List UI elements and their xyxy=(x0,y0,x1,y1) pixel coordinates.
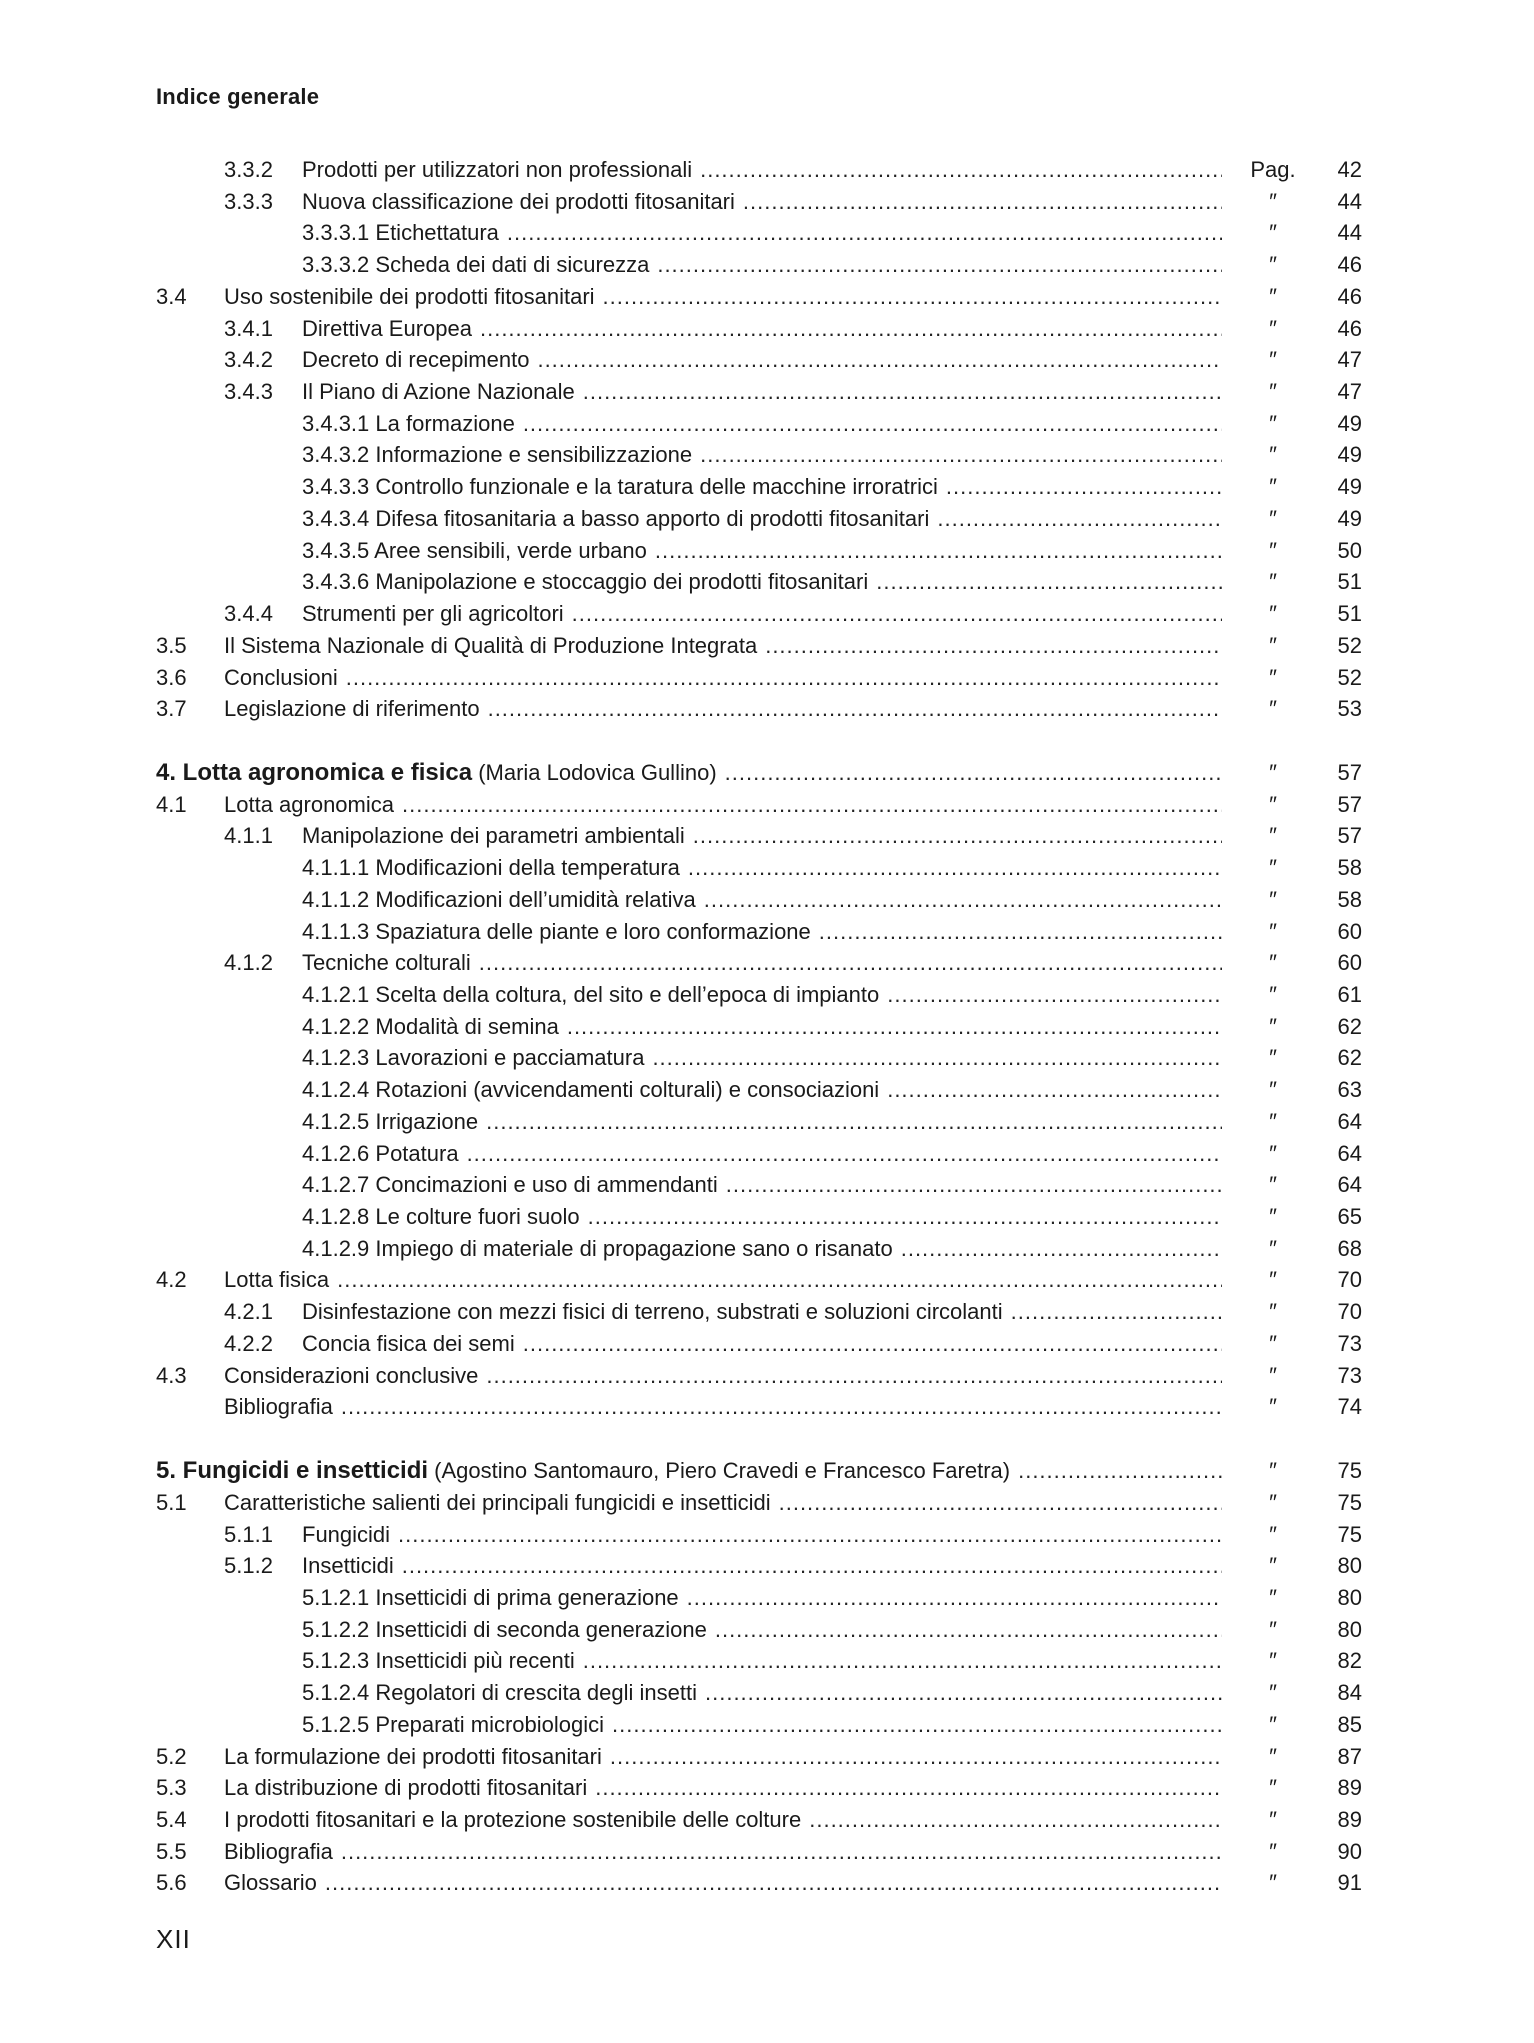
leader-dots xyxy=(523,1328,1222,1360)
toc-entry-pag-label: ″ xyxy=(1269,1775,1277,1800)
toc-entry-title: 4.1.1.3 Spaziatura delle piante e loro conformazione ..... xyxy=(302,916,1222,948)
toc-entry-title: Bibliografia ..... xyxy=(224,1836,1222,1868)
toc-entry-page: 53 xyxy=(1337,696,1362,721)
leader-dots xyxy=(809,1804,1222,1836)
toc-entry-pag-label: ″ xyxy=(1269,1172,1277,1197)
leader-dots xyxy=(687,1582,1222,1614)
toc-entry[interactable] xyxy=(0,789,1534,821)
toc-entry-page: 46 xyxy=(1337,316,1362,341)
toc-entry-page: 57 xyxy=(1337,760,1362,785)
toc-entry-pag-label: ″ xyxy=(1269,411,1277,436)
toc-entry-pag-label: ″ xyxy=(1269,1458,1277,1483)
toc-entry-page: 89 xyxy=(1337,1807,1362,1832)
leader-dots xyxy=(337,1264,1222,1296)
toc-entry-pag-label: ″ xyxy=(1269,1077,1277,1102)
leader-dots xyxy=(693,820,1222,852)
toc-entry-pag-label: ″ xyxy=(1269,1712,1277,1737)
leader-dots xyxy=(700,439,1222,471)
toc-entry-title: La formulazione dei prodotti fitosanitari ..... xyxy=(224,1741,1222,1773)
toc-entry-page: 87 xyxy=(1337,1744,1362,1769)
toc-entry-title xyxy=(156,1455,1222,1487)
toc-entry-number: 3.7 xyxy=(156,696,187,721)
toc-entry-page: 60 xyxy=(1337,950,1362,975)
leader-dots xyxy=(700,154,1222,186)
toc-entry-page: 49 xyxy=(1337,442,1362,467)
toc-entry-page: 80 xyxy=(1337,1585,1362,1610)
toc-entry-page: 62 xyxy=(1337,1014,1362,1039)
toc-entry-page: 70 xyxy=(1337,1267,1362,1292)
toc-entry-page: 75 xyxy=(1337,1458,1362,1483)
toc-entry-title: Conclusioni ..... xyxy=(224,662,1222,694)
toc-entry-page: 73 xyxy=(1337,1331,1362,1356)
toc-entry-title: Prodotti per utilizzatori non professionali ..... xyxy=(302,154,1222,186)
toc-entry[interactable] xyxy=(0,154,1534,186)
toc-entry-pag-label: ″ xyxy=(1269,1267,1277,1292)
toc-entry-pag-label: ″ xyxy=(1269,1394,1277,1419)
toc-entry[interactable] xyxy=(0,376,1534,408)
toc-entry-page: 52 xyxy=(1337,633,1362,658)
toc-entry[interactable] xyxy=(0,1741,1534,1773)
leader-dots xyxy=(612,1709,1222,1741)
toc-entry[interactable] xyxy=(0,693,1534,725)
toc-entry-page: 80 xyxy=(1337,1553,1362,1578)
toc-entry-page: 44 xyxy=(1337,189,1362,214)
toc-entry-title: Legislazione di riferimento ..... xyxy=(224,693,1222,725)
leader-dots xyxy=(488,693,1222,725)
leader-dots xyxy=(588,1201,1222,1233)
toc-entry-title: 4.1.2.5 Irrigazione ..... xyxy=(302,1106,1222,1138)
toc-entry-title: Tecniche colturali ..... xyxy=(302,947,1222,979)
toc-entry-title: Caratteristiche salienti dei principali fungicidi e insetticidi ..... xyxy=(224,1487,1222,1519)
toc-entry-title: Direttiva Europea ..... xyxy=(302,313,1222,345)
toc-entry-title: Uso sostenibile dei prodotti fitosanitari ..... xyxy=(224,281,1222,313)
toc-entry-page: 64 xyxy=(1337,1172,1362,1197)
toc-entry-pag-label: ″ xyxy=(1269,220,1277,245)
toc-entry-pag-label: ″ xyxy=(1269,347,1277,372)
leader-dots xyxy=(876,566,1222,598)
toc-entry-page: 61 xyxy=(1337,982,1362,1007)
leader-dots xyxy=(486,1360,1222,1392)
toc-entry-page: 50 xyxy=(1337,538,1362,563)
toc-entry-page: 84 xyxy=(1337,1680,1362,1705)
toc-entry-title: 3.4.3.4 Difesa fitosanitaria a basso apporto di prodotti fitosanitari ..... xyxy=(302,503,1222,535)
leader-dots xyxy=(480,313,1222,345)
toc-entry[interactable] xyxy=(0,1391,1534,1423)
toc-entry-page: 57 xyxy=(1337,823,1362,848)
toc-entry[interactable] xyxy=(0,1645,1534,1677)
leader-dots xyxy=(705,1677,1222,1709)
toc-entry-number: 3.4.3 xyxy=(224,379,273,404)
toc-entry-pag-label: ″ xyxy=(1269,1299,1277,1324)
toc-entry-pag-label: ″ xyxy=(1269,1585,1277,1610)
running-header: Indice generale xyxy=(156,84,320,109)
toc-entry-page: 58 xyxy=(1337,855,1362,880)
toc-entry-pag-label: ″ xyxy=(1269,1617,1277,1642)
toc-entry-page: 80 xyxy=(1337,1617,1362,1642)
toc-entry[interactable] xyxy=(0,1772,1534,1804)
toc-entry[interactable] xyxy=(0,1328,1534,1360)
toc-entry-title: 4.1.2.2 Modalità di semina ..... xyxy=(302,1011,1222,1043)
toc-entry-pag-label: ″ xyxy=(1269,569,1277,594)
toc-entry-page: 49 xyxy=(1337,506,1362,531)
toc-entry-page: 73 xyxy=(1337,1363,1362,1388)
toc-entry-title: 5.1.2.4 Regolatori di crescita degli insetti ..... xyxy=(302,1677,1222,1709)
toc-entry-number: 5.2 xyxy=(156,1744,187,1769)
toc-entry-title: 4.1.2.1 Scelta della coltura, del sito e dell’epoca di impianto ..... xyxy=(302,979,1222,1011)
toc-entry-title: Glossario ..... xyxy=(224,1867,1222,1899)
toc-entry[interactable] xyxy=(0,1201,1534,1233)
toc-entry-pag-label: ″ xyxy=(1269,633,1277,658)
toc-entry-number: 3.5 xyxy=(156,633,187,658)
toc-entry-number: 3.4.1 xyxy=(224,316,273,341)
chapter-authors: (Maria Lodovica Gullino) xyxy=(472,760,717,785)
leader-dots xyxy=(937,503,1222,535)
leader-dots xyxy=(610,1741,1222,1773)
toc-entry-pag-label: ″ xyxy=(1269,1363,1277,1388)
toc-entry[interactable] xyxy=(0,1233,1534,1265)
toc-entry[interactable] xyxy=(0,1709,1534,1741)
toc-entry[interactable] xyxy=(0,1296,1534,1328)
leader-dots xyxy=(595,1772,1222,1804)
leader-dots xyxy=(652,1042,1222,1074)
toc-entry-page: 75 xyxy=(1337,1522,1362,1547)
toc-entry-title: Lotta fisica ..... xyxy=(224,1264,1222,1296)
toc-entry-number: 4.1.2 xyxy=(224,950,273,975)
toc-entry[interactable] xyxy=(0,1264,1534,1296)
toc-entry[interactable] xyxy=(0,503,1534,535)
toc-entry-title: 3.4.3.6 Manipolazione e stoccaggio dei prodotti fitosanitari ..... xyxy=(302,566,1222,598)
toc-entry[interactable] xyxy=(0,1011,1534,1043)
toc-entry-pag-label: ″ xyxy=(1269,1045,1277,1070)
toc-entry-page: 49 xyxy=(1337,474,1362,499)
toc-entry-title: 4.1.1.1 Modificazioni della temperatura ..... xyxy=(302,852,1222,884)
leader-dots xyxy=(583,376,1222,408)
toc-entry-title: I prodotti fitosanitari e la protezione sostenibile delle colture ..... xyxy=(224,1804,1222,1836)
toc-entry[interactable] xyxy=(0,757,1534,789)
toc-entry[interactable] xyxy=(0,820,1534,852)
toc-entry-page: 57 xyxy=(1337,792,1362,817)
toc-entry-page: 85 xyxy=(1337,1712,1362,1737)
leader-dots xyxy=(946,471,1222,503)
toc-entry[interactable] xyxy=(0,1677,1534,1709)
toc-entry-title: La distribuzione di prodotti fitosanitari ..... xyxy=(224,1772,1222,1804)
leader-dots xyxy=(819,916,1222,948)
toc-entry-number: 3.3.2 xyxy=(224,157,273,182)
toc-entry-title: 3.4.3.3 Controllo funzionale e la taratura delle macchine irroratrici ..... xyxy=(302,471,1222,503)
leader-dots xyxy=(725,757,1222,789)
toc-entry-title: 3.4.3.5 Aree sensibili, verde urbano ..... xyxy=(302,535,1222,567)
toc-entry[interactable] xyxy=(0,1106,1534,1138)
toc-entry-pag-label: ″ xyxy=(1269,538,1277,563)
toc-entry-number: 3.6 xyxy=(156,665,187,690)
leader-dots xyxy=(657,249,1222,281)
leader-dots xyxy=(887,1074,1222,1106)
toc-entry-number: 4.1 xyxy=(156,792,187,817)
toc-entry-number: 5.1.1 xyxy=(224,1522,273,1547)
toc-entry-pag-label: ″ xyxy=(1269,1553,1277,1578)
toc-entry-title: Fungicidi ..... xyxy=(302,1519,1222,1551)
toc-entry-pag-label: ″ xyxy=(1269,887,1277,912)
toc-entry-page: 62 xyxy=(1337,1045,1362,1070)
toc-entry-page: 63 xyxy=(1337,1077,1362,1102)
toc-entry-page: 60 xyxy=(1337,919,1362,944)
toc-entry-number: 3.3.3 xyxy=(224,189,273,214)
leader-dots xyxy=(567,1011,1222,1043)
toc-entry-pag-label: ″ xyxy=(1269,1204,1277,1229)
toc-entry-number: 4.2.1 xyxy=(224,1299,273,1324)
toc-entry-page: 74 xyxy=(1337,1394,1362,1419)
toc-entry-title: 3.3.3.2 Scheda dei dati di sicurezza ..... xyxy=(302,249,1222,281)
toc-entry-pag-label: ″ xyxy=(1269,665,1277,690)
toc-entry-pag-label: ″ xyxy=(1269,792,1277,817)
toc-entry[interactable] xyxy=(0,947,1534,979)
leader-dots xyxy=(572,598,1222,630)
toc-entry[interactable] xyxy=(0,217,1534,249)
toc-entry-pag-label: ″ xyxy=(1269,1331,1277,1356)
chapter-title: 5. Fungicidi e insetticidi xyxy=(156,1457,429,1484)
toc-entry[interactable] xyxy=(0,249,1534,281)
toc-entry-pag-label: ″ xyxy=(1269,379,1277,404)
toc-entry-number: 4.1.1 xyxy=(224,823,273,848)
toc-entry-page: 90 xyxy=(1337,1839,1362,1864)
leader-dots xyxy=(887,979,1222,1011)
leader-dots xyxy=(507,217,1222,249)
toc-entry-pag-label: ″ xyxy=(1269,1522,1277,1547)
leader-dots xyxy=(688,852,1222,884)
toc-entry-title: 3.4.3.2 Informazione e sensibilizzazione ..... xyxy=(302,439,1222,471)
toc-entry[interactable] xyxy=(0,662,1534,694)
toc-entry-pag-label: ″ xyxy=(1269,982,1277,1007)
leader-dots xyxy=(467,1138,1222,1170)
toc-entry-pag-label: ″ xyxy=(1269,189,1277,214)
leader-dots xyxy=(603,281,1222,313)
toc-entry-title: Il Piano di Azione Nazionale ..... xyxy=(302,376,1222,408)
toc-entry-pag-label: ″ xyxy=(1269,1109,1277,1134)
toc-entry-title: 3.4.3.1 La formazione ..... xyxy=(302,408,1222,440)
toc-entry-title: Disinfestazione con mezzi fisici di terreno, substrati e soluzioni circolanti ..... xyxy=(302,1296,1222,1328)
leader-dots xyxy=(346,662,1222,694)
toc-entry-title: 4.1.1.2 Modificazioni dell’umidità relativa ..... xyxy=(302,884,1222,916)
toc-entry-title: 5.1.2.5 Preparati microbiologici ..... xyxy=(302,1709,1222,1741)
toc-entry[interactable] xyxy=(0,1582,1534,1614)
toc-entry-title: 4.1.2.9 Impiego di materiale di propagazione sano o risanato ..... xyxy=(302,1233,1222,1265)
leader-dots xyxy=(743,186,1222,218)
toc-entry[interactable] xyxy=(0,1042,1534,1074)
toc-entry-page: 47 xyxy=(1337,379,1362,404)
toc-entry-pag-label: ″ xyxy=(1269,1014,1277,1039)
toc-entry[interactable] xyxy=(0,1836,1534,1868)
toc-entry-pag-label: ″ xyxy=(1269,316,1277,341)
toc-entry-number: 5.6 xyxy=(156,1870,187,1895)
toc-entry-page: 68 xyxy=(1337,1236,1362,1261)
leader-dots xyxy=(779,1487,1222,1519)
toc-entry[interactable] xyxy=(0,535,1534,567)
toc-entry[interactable] xyxy=(0,1550,1534,1582)
toc-entry-pag-label: ″ xyxy=(1269,442,1277,467)
leader-dots xyxy=(1018,1455,1222,1487)
toc-entry-page: 65 xyxy=(1337,1204,1362,1229)
toc-entry-page: 44 xyxy=(1337,220,1362,245)
leader-dots xyxy=(325,1867,1222,1899)
toc-entry-title: 4.1.2.6 Potatura ..... xyxy=(302,1138,1222,1170)
toc-entry-pag-label: ″ xyxy=(1269,284,1277,309)
toc-entry-title: 4.1.2.7 Concimazioni e uso di ammendanti ..... xyxy=(302,1169,1222,1201)
toc-entry-title: 5.1.2.2 Insetticidi di seconda generazione ..... xyxy=(302,1614,1222,1646)
toc-entry-page: 89 xyxy=(1337,1775,1362,1800)
toc-entry[interactable] xyxy=(0,281,1534,313)
toc-entry-page: 64 xyxy=(1337,1109,1362,1134)
toc-entry-page: 46 xyxy=(1337,252,1362,277)
toc-entry-page: 91 xyxy=(1337,1870,1362,1895)
toc-entry-number: 5.5 xyxy=(156,1839,187,1864)
leader-dots xyxy=(486,1106,1222,1138)
chapter-authors: (Agostino Santomauro, Piero Cravedi e Francesco Faretra) xyxy=(428,1458,1011,1483)
toc-entry-title: 4.1.2.4 Rotazioni (avvicendamenti colturali) e consociazioni ..... xyxy=(302,1074,1222,1106)
toc-entry-number: 4.3 xyxy=(156,1363,187,1388)
toc-entry-pag-label: ″ xyxy=(1269,950,1277,975)
toc-entry[interactable] xyxy=(0,1487,1534,1519)
toc-entry[interactable] xyxy=(0,630,1534,662)
chapter-title: 4. Lotta agronomica e fisica xyxy=(156,759,473,786)
toc-entry-number: 3.4.4 xyxy=(224,601,273,626)
toc-entry-title: Bibliografia ..... xyxy=(224,1391,1222,1423)
leader-dots xyxy=(402,789,1222,821)
toc-entry-title: 4.1.2.3 Lavorazioni e pacciamatura ..... xyxy=(302,1042,1222,1074)
toc-entry-pag-label: ″ xyxy=(1269,855,1277,880)
toc-entry-title: 5.1.2.1 Insetticidi di prima generazione ..... xyxy=(302,1582,1222,1614)
toc-entry-title: 3.3.3.1 Etichettatura ..... xyxy=(302,217,1222,249)
toc-entry-pag-label: ″ xyxy=(1269,601,1277,626)
leader-dots xyxy=(537,344,1222,376)
toc-entry[interactable] xyxy=(0,1138,1534,1170)
toc-entry-title: Lotta agronomica ..... xyxy=(224,789,1222,821)
toc-entry[interactable] xyxy=(0,1074,1534,1106)
toc-entry-pag-label: ″ xyxy=(1269,1807,1277,1832)
toc-entry-page: 52 xyxy=(1337,665,1362,690)
toc-entry-number: 5.1.2 xyxy=(224,1553,273,1578)
toc-entry-pag-label: ″ xyxy=(1269,1236,1277,1261)
leader-dots xyxy=(765,630,1222,662)
toc-entry-pag-label: ″ xyxy=(1269,506,1277,531)
toc-entry-page: 42 xyxy=(1337,157,1362,182)
toc-entry[interactable] xyxy=(0,566,1534,598)
toc-entry-pag-label: ″ xyxy=(1269,1744,1277,1769)
toc-entry-title: Insetticidi ..... xyxy=(302,1550,1222,1582)
toc-entry[interactable] xyxy=(0,852,1534,884)
toc-entry[interactable] xyxy=(0,979,1534,1011)
toc-entry-page: 47 xyxy=(1337,347,1362,372)
leader-dots xyxy=(704,884,1222,916)
toc-entry-title: 5.1.2.3 Insetticidi più recenti ..... xyxy=(302,1645,1222,1677)
toc-entry-pag-label: ″ xyxy=(1269,1839,1277,1864)
leader-dots xyxy=(341,1836,1222,1868)
leader-dots xyxy=(1011,1296,1222,1328)
toc-entry-number: 4.2 xyxy=(156,1267,187,1292)
toc-entry[interactable] xyxy=(0,186,1534,218)
toc-entry[interactable] xyxy=(0,1614,1534,1646)
toc-entry[interactable] xyxy=(0,1804,1534,1836)
toc-entry-number: 5.3 xyxy=(156,1775,187,1800)
toc-entry[interactable] xyxy=(0,439,1534,471)
toc-entry-title: Concia fisica dei semi ..... xyxy=(302,1328,1222,1360)
toc-entry[interactable] xyxy=(0,471,1534,503)
toc-entry-number: 4.2.2 xyxy=(224,1331,273,1356)
toc-entry[interactable] xyxy=(0,884,1534,916)
toc-entry-pag-label: ″ xyxy=(1269,474,1277,499)
toc-entry[interactable] xyxy=(0,313,1534,345)
toc-entry[interactable] xyxy=(0,408,1534,440)
toc-entry-title: Nuova classificazione dei prodotti fitosanitari ..... xyxy=(302,186,1222,218)
toc-entry-pag-label: ″ xyxy=(1269,1648,1277,1673)
leader-dots xyxy=(479,947,1222,979)
toc-entry-number: 3.4.2 xyxy=(224,347,273,372)
toc-entry-pag-label: ″ xyxy=(1269,1870,1277,1895)
leader-dots xyxy=(523,408,1222,440)
leader-dots xyxy=(583,1645,1222,1677)
toc-entry-title: Strumenti per gli agricoltori ..... xyxy=(302,598,1222,630)
toc-entry-number: 3.4 xyxy=(156,284,187,309)
toc-entry[interactable] xyxy=(0,1169,1534,1201)
toc-entry-title: Il Sistema Nazionale di Qualità di Produzione Integrata ..... xyxy=(224,630,1222,662)
toc-entry-page: 58 xyxy=(1337,887,1362,912)
toc-entry[interactable] xyxy=(0,344,1534,376)
toc-entry-pag-label: Pag. xyxy=(1250,157,1296,182)
toc-entry-title xyxy=(156,757,1222,789)
toc-entry-title: Manipolazione dei parametri ambientali ..... xyxy=(302,820,1222,852)
toc-entry[interactable] xyxy=(0,1519,1534,1551)
toc-entry-pag-label: ″ xyxy=(1269,252,1277,277)
toc-entry[interactable] xyxy=(0,598,1534,630)
toc-entry-number: 5.1 xyxy=(156,1490,187,1515)
toc-entry-pag-label: ″ xyxy=(1269,760,1277,785)
toc-entry-pag-label: ″ xyxy=(1269,1490,1277,1515)
toc-entry-page: 64 xyxy=(1337,1141,1362,1166)
toc-entry[interactable] xyxy=(0,916,1534,948)
toc-entry-page: 70 xyxy=(1337,1299,1362,1324)
toc-entry-title: Decreto di recepimento ..... xyxy=(302,344,1222,376)
toc-entry-number: 5.4 xyxy=(156,1807,187,1832)
toc-entry-pag-label: ″ xyxy=(1269,1680,1277,1705)
leader-dots xyxy=(402,1550,1222,1582)
toc-entry-page: 75 xyxy=(1337,1490,1362,1515)
leader-dots xyxy=(398,1519,1222,1551)
toc-entry[interactable] xyxy=(0,1360,1534,1392)
leader-dots xyxy=(726,1169,1222,1201)
toc-entry-page: 49 xyxy=(1337,411,1362,436)
toc-entry[interactable] xyxy=(0,1867,1534,1899)
toc-entry-page: 51 xyxy=(1337,569,1362,594)
toc-entry-page: 46 xyxy=(1337,284,1362,309)
toc-entry-title: Considerazioni conclusive ..... xyxy=(224,1360,1222,1392)
leader-dots xyxy=(901,1233,1222,1265)
leader-dots xyxy=(341,1391,1222,1423)
toc-entry-title: 4.1.2.8 Le colture fuori suolo ..... xyxy=(302,1201,1222,1233)
toc-entry[interactable] xyxy=(0,1455,1534,1487)
toc-entry-pag-label: ″ xyxy=(1269,823,1277,848)
toc-entry-pag-label: ″ xyxy=(1269,919,1277,944)
toc-entry-page: 82 xyxy=(1337,1648,1362,1673)
toc-entry-page: 51 xyxy=(1337,601,1362,626)
leader-dots xyxy=(655,535,1222,567)
toc-entry-pag-label: ″ xyxy=(1269,696,1277,721)
toc-entry-pag-label: ″ xyxy=(1269,1141,1277,1166)
leader-dots xyxy=(715,1614,1222,1646)
page-number: XII xyxy=(156,1924,191,1954)
